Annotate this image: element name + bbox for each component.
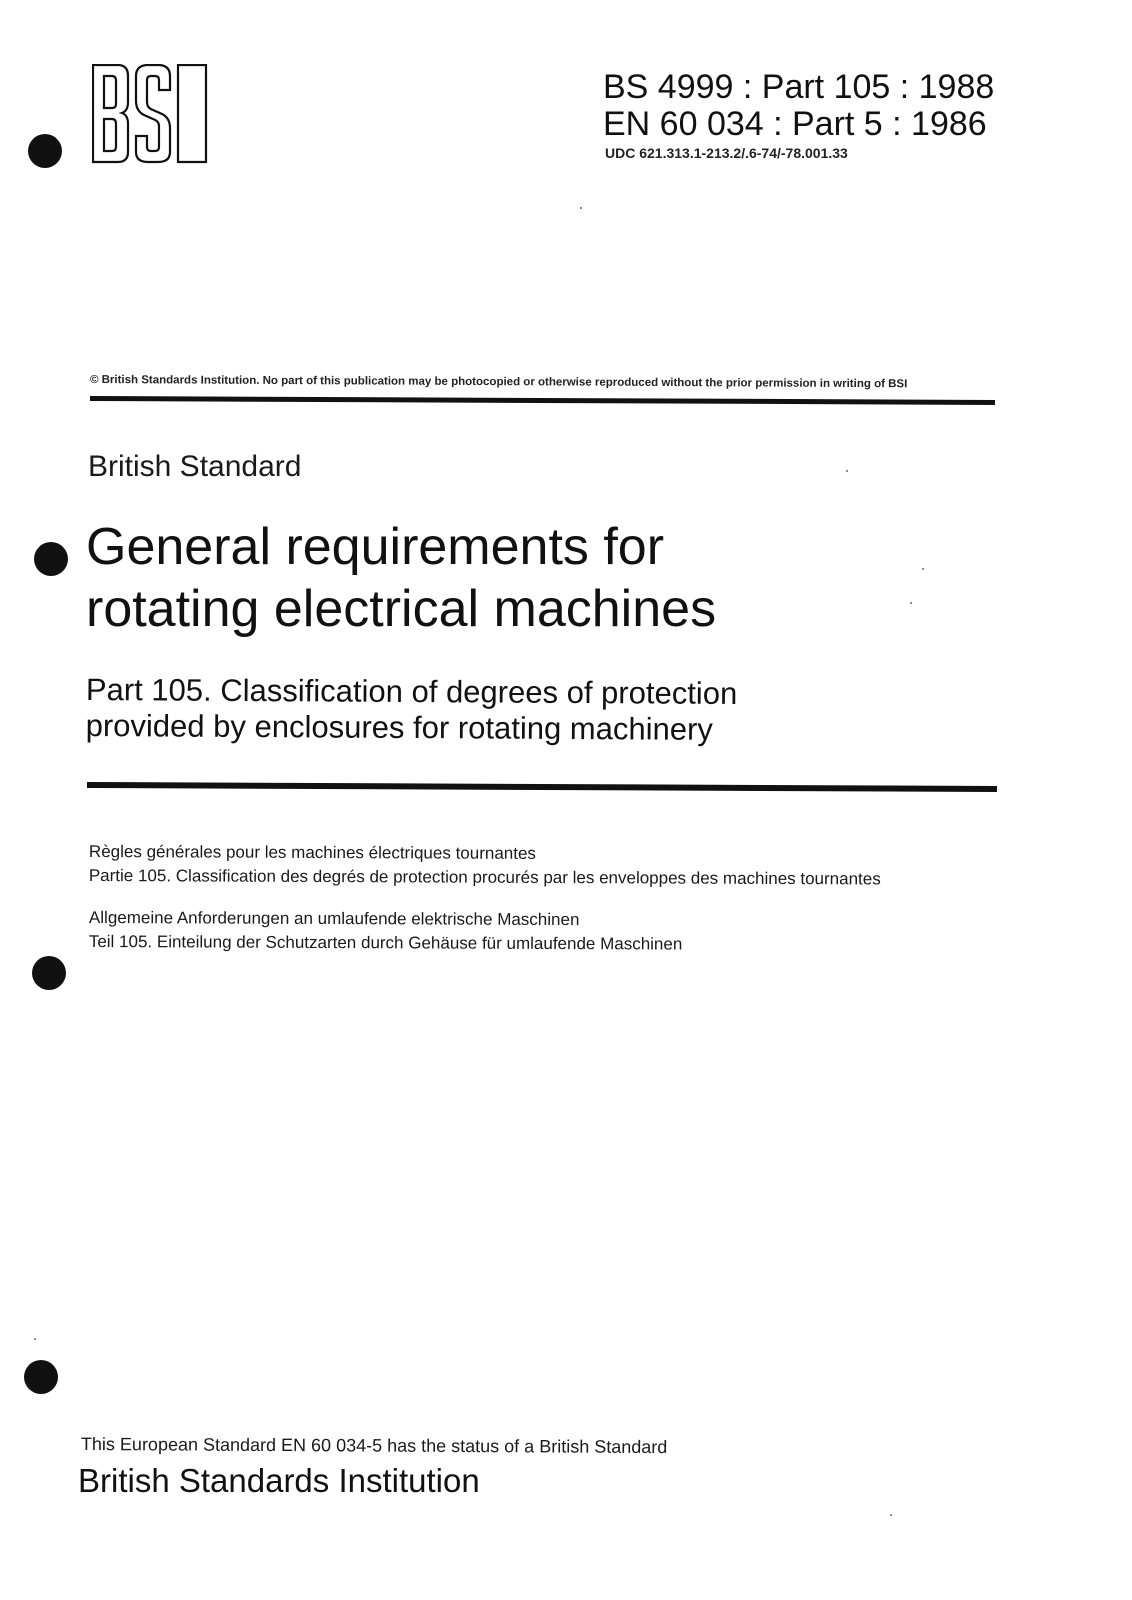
scan-speck xyxy=(580,207,582,209)
copyright-notice: © British Standards Institution. No part of this publication may be photocopied or otherwise reproduced without the prior permission in writing of BSI xyxy=(89,374,908,391)
divider xyxy=(87,782,997,792)
punch-hole xyxy=(34,542,68,576)
scan-speck xyxy=(34,1338,36,1340)
scan-speck xyxy=(922,568,924,570)
divider xyxy=(90,396,995,405)
title-line: General requirements for xyxy=(86,518,665,576)
title-line: rotating electrical machines xyxy=(86,580,717,638)
punch-hole xyxy=(28,134,62,168)
punch-hole xyxy=(32,956,66,990)
subtitle-line: Part 105. Classification of degrees of protection xyxy=(85,672,738,711)
french-title-block xyxy=(89,840,881,891)
subtitle-line: provided by enclosures for rotating machinery xyxy=(85,707,713,747)
page-title xyxy=(86,516,716,640)
standard-reference-en: EN 60 034 : Part 5 : 1986 xyxy=(603,105,987,143)
page-subtitle xyxy=(86,672,738,748)
udc-number: UDC 621.313.1-213.2/.6-74/-78.001.33 xyxy=(605,145,848,161)
french-part: Partie 105. Classification des degrés de protection procurés par les enveloppes des machines tournantes xyxy=(88,865,881,889)
german-title: Allgemeine Anforderungen an umlaufende elektrische Maschinen xyxy=(88,908,580,930)
punch-hole xyxy=(24,1360,58,1394)
document-type: British Standard xyxy=(88,450,302,483)
scan-speck xyxy=(846,470,848,472)
scan-speck xyxy=(910,602,912,604)
bsi-logo xyxy=(92,64,212,164)
publisher-name: British Standards Institution xyxy=(78,1462,480,1499)
french-title: Règles générales pour les machines électriques tournantes xyxy=(88,842,536,863)
status-note: This European Standard EN 60 034-5 has the status of a British Standard xyxy=(80,1434,668,1458)
standard-reference-bs: BS 4999 : Part 105 : 1988 xyxy=(603,68,995,106)
german-title-block xyxy=(89,906,683,957)
german-part: Teil 105. Einteilung der Schutzarten durch Gehäuse für umlaufende Maschinen xyxy=(88,931,683,954)
scan-speck xyxy=(890,1514,892,1516)
